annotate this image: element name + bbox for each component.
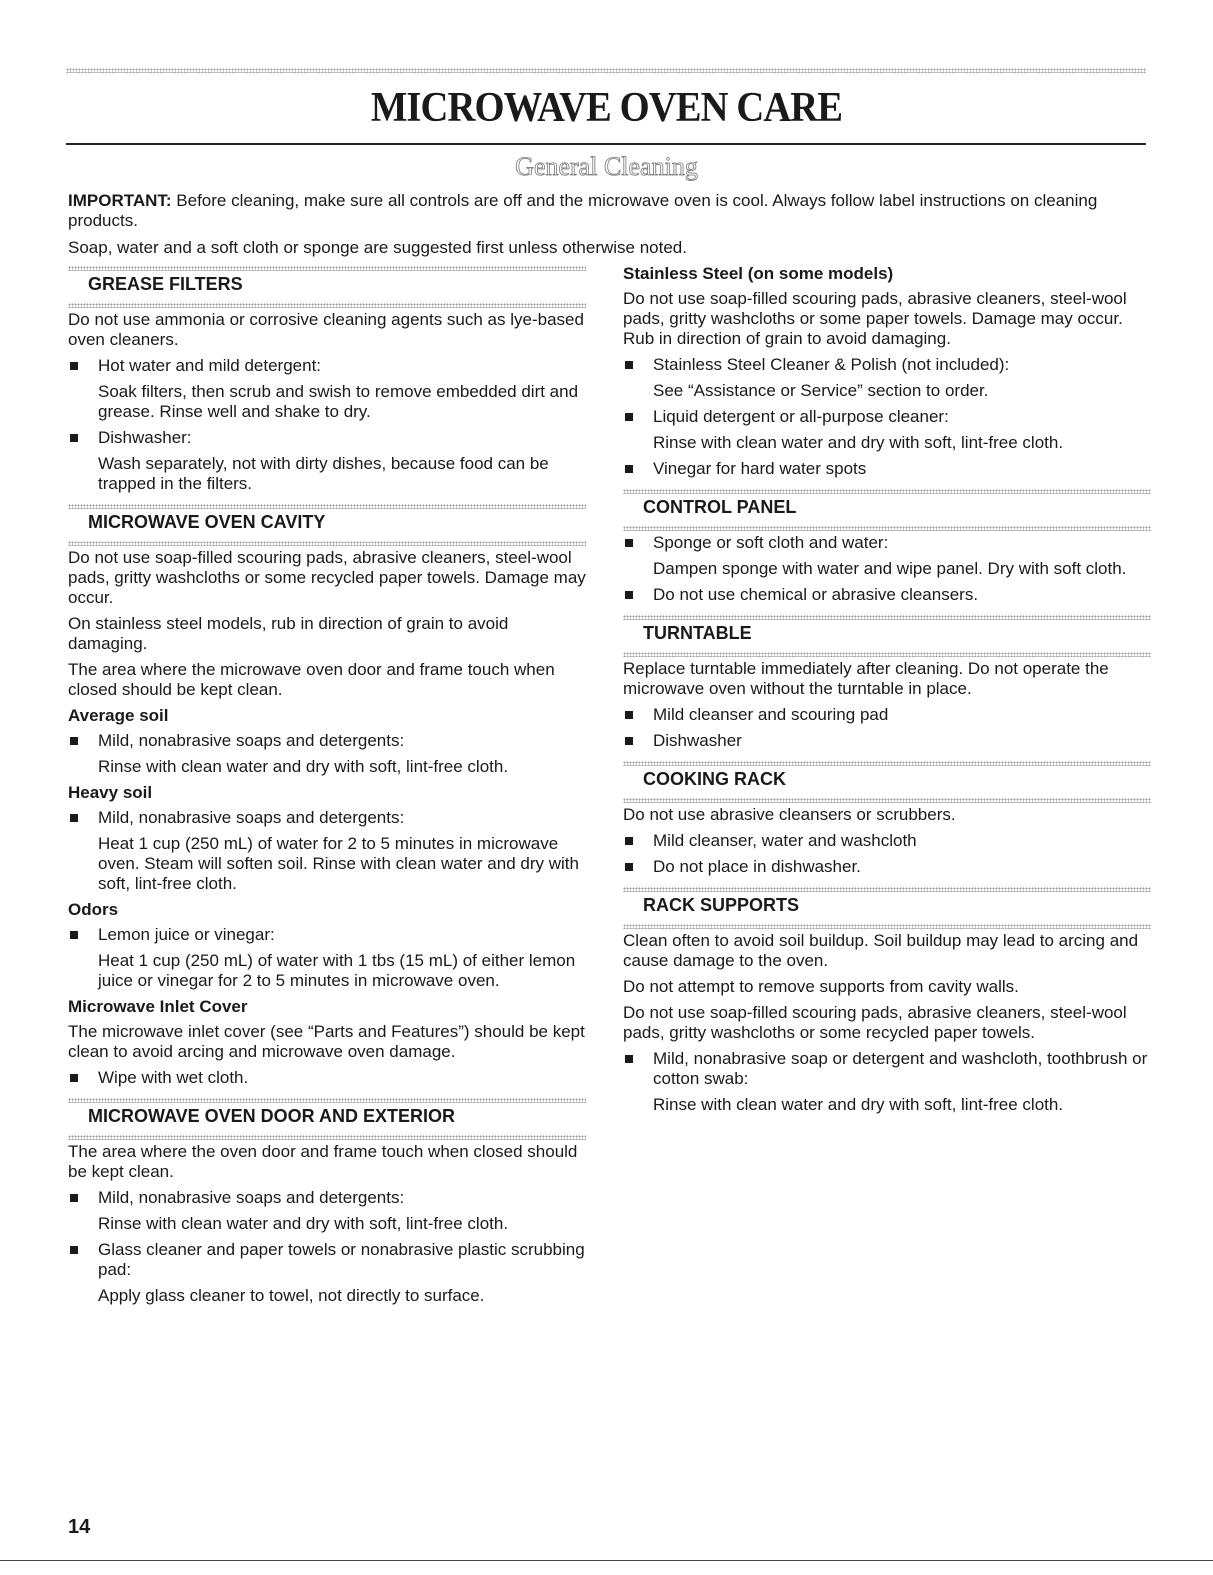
dotted-band [623, 526, 1151, 531]
soap-note: Soap, water and a soft cloth or sponge are suggested first unless otherwise noted. [68, 238, 687, 257]
item-label: Mild cleanser and scouring pad [653, 705, 889, 724]
dotted-band [623, 652, 1151, 657]
dotted-band [68, 541, 586, 546]
page-title: MICROWAVE OVEN CARE [370, 85, 843, 131]
turntable-heading: TURNTABLE [643, 623, 752, 643]
bullet-icon [625, 539, 633, 547]
cavity-text-3: The area where the microwave oven door and frame touch when closed should be kept clean. [68, 660, 555, 699]
item-label: Mild, nonabrasive soaps and detergents: [98, 808, 405, 827]
cavity-text-1: Do not use soap-filled scouring pads, abrasive cleaners, steel-wool pads, gritty washcloths or some recycled paper towels. Damage may occur. [68, 548, 586, 607]
item-label: Glass cleaner and paper towels or nonabrasive plastic scrubbing pad: [98, 1240, 585, 1279]
list-item [623, 355, 1151, 401]
list-item [68, 1068, 586, 1088]
cavity-text-2: On stainless steel models, rub in direction of grain to avoid damaging. [68, 614, 509, 653]
dotted-band [623, 887, 1151, 892]
item-label: Sponge or soft cloth and water: [653, 533, 889, 552]
stainless-text: Do not use soap-filled scouring pads, abrasive cleaners, steel-wool pads, gritty washcloths or some paper towels. Damage may occur. Rub in direction of grain to avoid damaging. [623, 289, 1127, 348]
cooking-rack-heading: COOKING RACK [643, 769, 786, 789]
dotted-band [68, 266, 586, 271]
item-label: Mild, nonabrasive soaps and detergents: [98, 731, 405, 750]
item-detail: Rinse with clean water and dry with soft, lint-free cloth. [653, 433, 1064, 452]
item-label: Hot water and mild detergent: [98, 356, 322, 375]
odors-title: Odors [68, 900, 119, 919]
list-item [623, 585, 1151, 605]
list-item [68, 808, 586, 894]
grease-filters-heading: GREASE FILTERS [88, 274, 243, 294]
odors-list [68, 925, 586, 991]
title-rule [66, 143, 1146, 145]
cooking-rack-section [623, 757, 1151, 877]
list-item [623, 459, 1151, 479]
cavity-header [68, 500, 586, 548]
item-detail: Soak filters, then scrub and swish to remove embedded dirt and grease. Rinse well and shake to dry. [98, 382, 579, 421]
item-label: Liquid detergent or all-purpose cleaner: [653, 407, 949, 426]
bullet-icon [625, 465, 633, 473]
item-label: Wipe with wet cloth. [98, 1068, 249, 1087]
heavy-soil-title: Heavy soil [68, 783, 153, 802]
bottom-rule [0, 1560, 1213, 1561]
turntable-section [623, 611, 1151, 751]
item-label: Vinegar for hard water spots [653, 459, 867, 478]
rack-supports-text-2: Do not attempt to remove supports from cavity walls. [623, 977, 1019, 996]
bullet-icon [625, 361, 633, 369]
item-label: Stainless Steel Cleaner & Polish (not included): [653, 355, 1010, 374]
dotted-band [623, 761, 1151, 766]
average-soil-list [68, 731, 586, 777]
control-panel-header [623, 485, 1151, 533]
rack-supports-section [623, 883, 1151, 1115]
rack-supports-list [623, 1049, 1151, 1115]
bullet-icon [70, 362, 78, 370]
item-label: Mild cleanser, water and washcloth [653, 831, 917, 850]
dotted-band [68, 303, 586, 308]
cooking-rack-header [623, 757, 1151, 805]
heavy-soil-list [68, 808, 586, 894]
section-heading: General Cleaning [515, 152, 698, 181]
control-panel-section [623, 485, 1151, 605]
list-item [623, 831, 1151, 851]
dotted-band [68, 1135, 586, 1140]
dotted-band [68, 1098, 586, 1103]
item-detail: Wash separately, not with dirty dishes, because food can be trapped in the filters. [98, 454, 549, 493]
control-panel-list [623, 533, 1151, 605]
list-item [623, 407, 1151, 453]
important-text: Before cleaning, make sure all controls are off and the microwave oven is cool. Always follow label instructions on cleaning products. [68, 191, 1098, 230]
bullet-icon [70, 814, 78, 822]
cavity-section [68, 500, 586, 1088]
list-item [68, 925, 586, 991]
control-panel-heading: CONTROL PANEL [643, 497, 797, 517]
rack-supports-header [623, 883, 1151, 931]
list-item [68, 731, 586, 777]
grease-filters-section [68, 262, 586, 494]
intro [68, 191, 1158, 265]
door-heading: MICROWAVE OVEN DOOR AND EXTERIOR [88, 1106, 456, 1126]
rack-supports-text-1: Clean often to avoid soil buildup. Soil buildup may lead to arcing and cause damage to the oven. [623, 931, 1139, 970]
cavity-heading: MICROWAVE OVEN CAVITY [88, 512, 326, 532]
item-detail: See “Assistance or Service” section to order. [653, 381, 989, 400]
inlet-cover-title: Microwave Inlet Cover [68, 997, 248, 1016]
top-dotted-band [66, 68, 1146, 73]
cooking-rack-text: Do not use abrasive cleansers or scrubbers. [623, 805, 956, 824]
door-list [68, 1188, 586, 1306]
page-number: 14 [68, 1516, 91, 1538]
inlet-cover-list [68, 1068, 586, 1088]
stainless-section [623, 264, 1151, 479]
dotted-band [623, 615, 1151, 620]
cooking-rack-list [623, 831, 1151, 877]
bullet-icon [625, 591, 633, 599]
item-detail: Rinse with clean water and dry with soft, lint-free cloth. [98, 1214, 509, 1233]
item-label: Do not place in dishwasher. [653, 857, 861, 876]
bullet-icon [625, 737, 633, 745]
bullet-icon [70, 1074, 78, 1082]
bullet-icon [625, 413, 633, 421]
left-column [68, 262, 586, 1312]
bullet-icon [70, 1194, 78, 1202]
stainless-list [623, 355, 1151, 479]
item-detail: Heat 1 cup (250 mL) of water for 2 to 5 minutes in microwave oven. Steam will soften soil. Rinse with clean water and dry with soft, lint-free cloth. [98, 834, 579, 893]
important-note [68, 191, 1158, 231]
item-detail: Dampen sponge with water and wipe panel. Dry with soft cloth. [653, 559, 1127, 578]
item-label: Dishwasher [653, 731, 742, 750]
item-detail: Rinse with clean water and dry with soft, lint-free cloth. [653, 1095, 1064, 1114]
list-item [68, 428, 586, 494]
item-detail: Apply glass cleaner to towel, not directly to surface. [98, 1286, 485, 1305]
inlet-cover-text: The microwave inlet cover (see “Parts and Features”) should be kept clean to avoid arcing and microwave oven damage. [68, 1022, 585, 1061]
dotted-band [623, 489, 1151, 494]
right-column [623, 262, 1151, 1121]
bullet-icon [70, 737, 78, 745]
important-label: IMPORTANT: [68, 191, 172, 210]
list-item [68, 356, 586, 422]
item-detail: Rinse with clean water and dry with soft, lint-free cloth. [98, 757, 509, 776]
dotted-band [623, 798, 1151, 803]
turntable-header [623, 611, 1151, 659]
turntable-list [623, 705, 1151, 751]
grease-filters-header [68, 262, 586, 310]
bullet-icon [625, 1055, 633, 1063]
item-label: Do not use chemical or abrasive cleansers. [653, 585, 979, 604]
dotted-band [623, 924, 1151, 929]
door-header [68, 1094, 586, 1142]
bullet-icon [625, 837, 633, 845]
bullet-icon [70, 931, 78, 939]
bullet-icon [625, 863, 633, 871]
list-item [623, 533, 1151, 579]
average-soil-title: Average soil [68, 706, 169, 725]
list-item [623, 1049, 1151, 1115]
item-label: Lemon juice or vinegar: [98, 925, 275, 944]
grease-filters-text: Do not use ammonia or corrosive cleaning agents such as lye-based oven cleaners. [68, 310, 584, 349]
bullet-icon [625, 711, 633, 719]
item-detail: Heat 1 cup (250 mL) of water with 1 tbs (15 mL) of either lemon juice or vinegar for 2 to 5 minutes in microwave oven. [98, 951, 576, 990]
dotted-band [68, 504, 586, 509]
list-item [623, 731, 1151, 751]
door-text: The area where the oven door and frame touch when closed should be kept clean. [68, 1142, 578, 1181]
list-item [623, 705, 1151, 725]
item-label: Mild, nonabrasive soaps and detergents: [98, 1188, 405, 1207]
item-label: Dishwasher: [98, 428, 192, 447]
door-section [68, 1094, 586, 1306]
item-label: Mild, nonabrasive soap or detergent and washcloth, toothbrush or cotton swab: [653, 1049, 1148, 1088]
list-item [623, 857, 1151, 877]
stainless-title: Stainless Steel (on some models) [623, 264, 894, 283]
bullet-icon [70, 1246, 78, 1254]
grease-filters-list [68, 356, 586, 494]
turntable-text: Replace turntable immediately after cleaning. Do not operate the microwave oven without the turntable in place. [623, 659, 1109, 698]
list-item [68, 1188, 586, 1234]
bullet-icon [70, 434, 78, 442]
list-item [68, 1240, 586, 1306]
rack-supports-text-3: Do not use soap-filled scouring pads, abrasive cleaners, steel-wool pads, gritty washcloths or some recycled paper towels. [623, 1003, 1127, 1042]
rack-supports-heading: RACK SUPPORTS [643, 895, 800, 915]
